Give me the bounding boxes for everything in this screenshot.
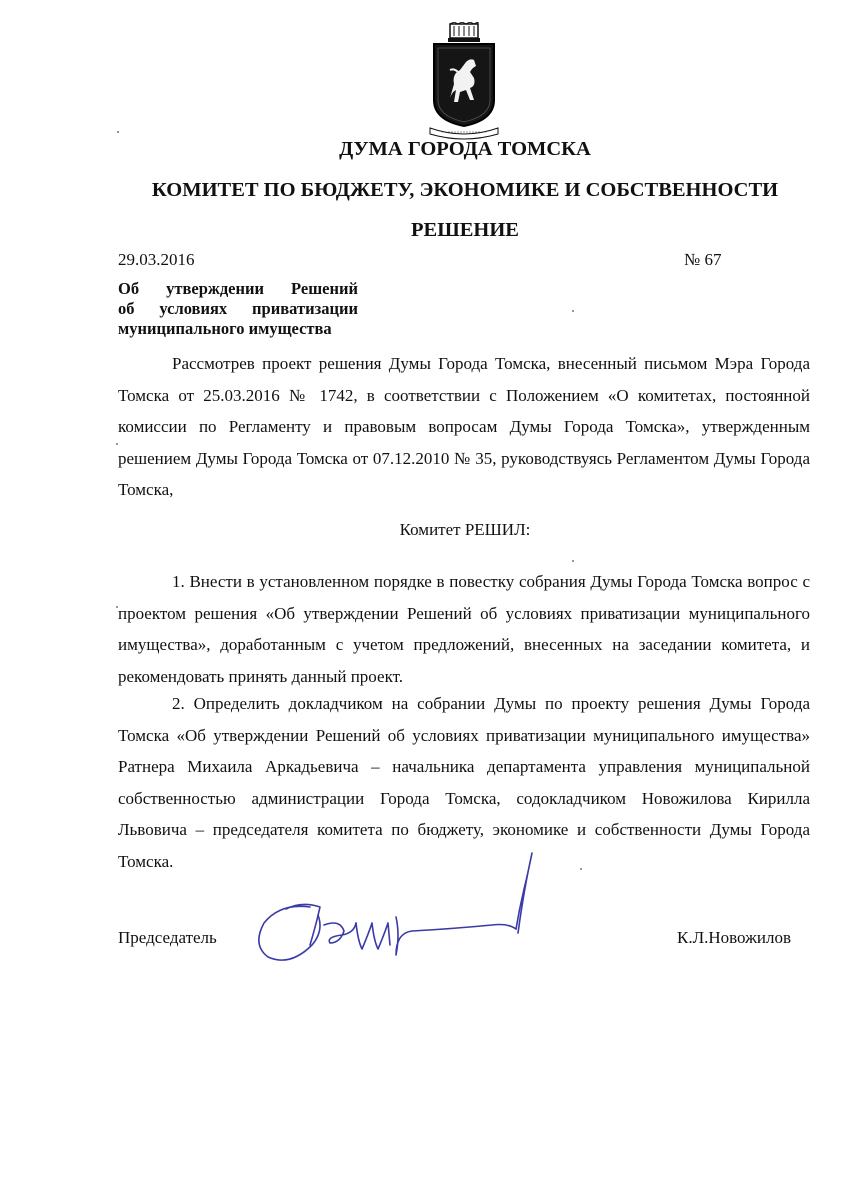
signatory-name: К.Л.Новожилов — [677, 928, 791, 947]
document-number: № 67 — [684, 250, 722, 269]
subject-line-2: об условиях приватизации — [118, 299, 358, 318]
organization-title: ДУМА ГОРОДА ТОМСКА — [339, 138, 591, 160]
subject-line-1: Об утверждении Решений — [118, 279, 358, 298]
item-2-number: 2. — [172, 694, 185, 713]
document-subject — [118, 279, 358, 339]
scan-speck — [116, 606, 118, 608]
item-1-text: Внести в установленном порядке в повестку собрания Думы Города Томска вопрос с проектом решения «Об утверждении Решений об условиях приватизации муниципального имущества», доработанным с учетом предложений, внесенных на заседании комитета, и рекомендовать принять данный проект. — [118, 572, 810, 686]
decision-heading: Комитет РЕШИЛ: — [399, 520, 531, 539]
scan-speck — [117, 131, 119, 133]
document-date: 29.03.2016 — [118, 250, 195, 269]
scan-speck — [580, 868, 582, 870]
scan-speck — [116, 443, 118, 445]
handwritten-signature — [250, 845, 540, 975]
signatory-title: Председатель — [118, 928, 217, 947]
decision-item-1 — [118, 566, 810, 692]
scan-speck — [572, 310, 574, 312]
item-1-number: 1. — [172, 572, 185, 591]
coat-of-arms-icon — [428, 22, 500, 140]
subject-line-3: муниципального имущества — [118, 319, 332, 338]
item-2-text: Определить докладчиком на собрании Думы по проекту решения Думы Города Томска «Об утверждении Решений об условиях приватизации муниципального имущества» Ратнера Михаила Аркадьевича – начальника департамента управления муниципальной собственностью администрации Города Томска, содокладчиком Новожилова Кирилла Львовича – председателя комитета по бюджету, экономике и собственности Думы Города Томска. — [118, 694, 811, 871]
committee-title: КОМИТЕТ ПО БЮДЖЕТУ, ЭКОНОМИКЕ И СОБСТВЕННОСТИ — [151, 179, 779, 201]
document-type-title: РЕШЕНИЕ — [411, 219, 519, 241]
intro-paragraph: Рассмотрев проект решения Думы Города Томска, внесенный письмом Мэра Города Томска от 25.03.2016 № 1742, в соответствии с Положением «О комитетах, постоянной комиссии по Регламенту и правовым вопросам Думы Города Томска», утвержденным решением Думы Города Томска от 07.12.2010 № 35, руководствуясь Регламентом Думы Города Томска, — [118, 354, 810, 499]
scan-speck — [572, 560, 574, 562]
